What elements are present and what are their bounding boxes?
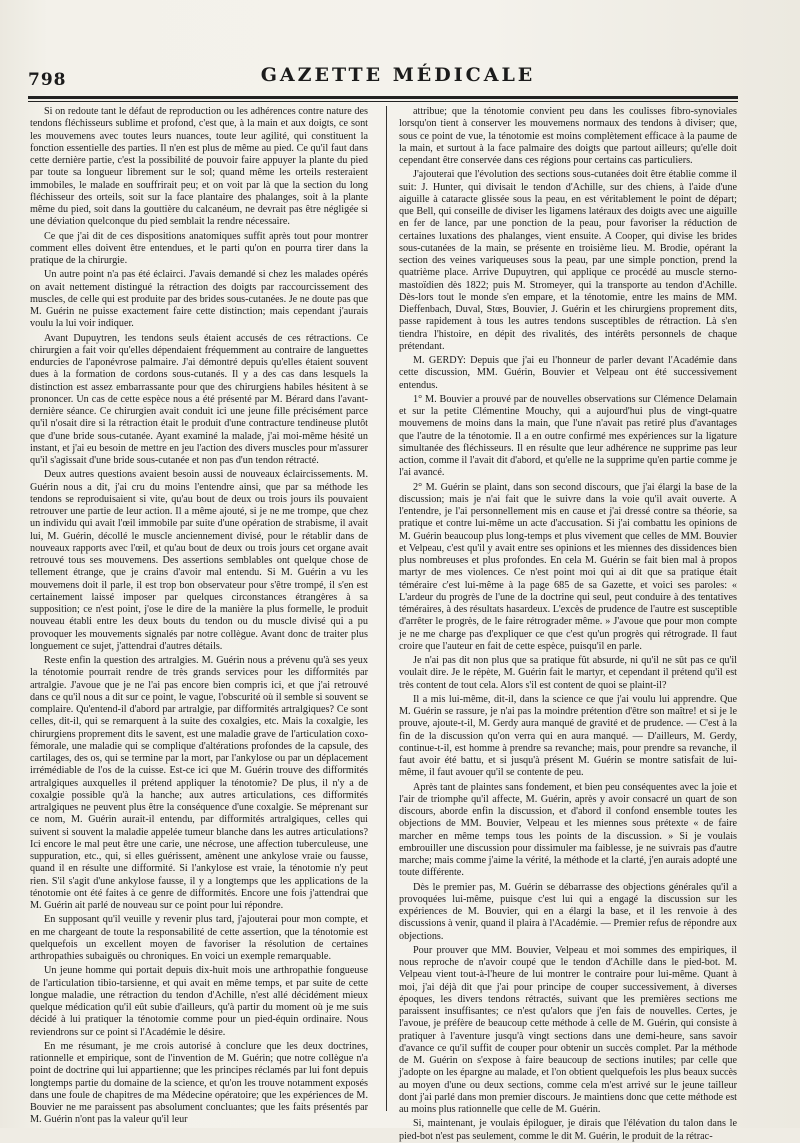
paragraph: 2° M. Guérin se plaint, dans son second discours, que j'ai élargi la base de la discussion; mais je n'ai fait que le suivre dans la voie qu'il avait ouverte. A l'entendre, je l'ai personnellement mis en cause et j'ai dressé contre sa théorie, sa pratique et contre lui-même un acte d'accusation. Si j'ai combattu les opinions de M. Guérin beaucoup plus long-temps et plus vivement que celles de MM. Bouvier et Velpeau, c'est qu'il y avait entre ses opinions et les miennes des dissidences bien plus nombreuses et plus profondes. En cela M. Guérin se fait bien mal à propos martyr de mes violences. Ce n'est point moi qui ai dit que sa pratique était téméraire c'est lui-même à la page 685 de sa Gazette, et voici ses paroles: « L'ardeur du progrès de l'une de la doctrine qui seul, peut conduire à des tentatives téméraires, à des résultats hasardeux. L'excès de prudence de l'autre est susceptible d'arrêter le progrès, de le faire rétrograder même. » J'avoue que pour mon compte je ne me charge pas d'expliquer ce que c'est qu'un progrès qui rétrograde. Il faut croire que l'auteur en fait de cette espèce, puisqu'il en parle. xyxy=(399,481,737,652)
masthead-title: GAZETTE MÉDICALE xyxy=(260,64,536,86)
page-number: 798 xyxy=(28,70,67,90)
paragraph: Après tant de plaintes sans fondement, et bien peu conséquentes avec la joie et l'air de triomphe qu'il affecte, M. Guérin, après y avoir consacré un quart de son discours, aborde enfin la discussion, et d'abord il confond ensemble toutes les objections de MM. Bouvier, Velpeau et les miennes sous prétexte « de faire marcher en même temps tous les points de la discussion. » Si je voulais embrouiller une discussion pour dissimuler ma faiblesse, je ne suivrais pas d'autre marche; mais comme j'aime la vérité, la méthode et la clarté, j'en aurais adopté une toute différente. xyxy=(399,781,738,879)
paragraph: Si, maintenant, je voulais épiloguer, je dirais que l'élévation du talon dans le pied-bot n'est pas seulement, comme le dit M. Guérin, le produit de la rétrac- xyxy=(399,1118,737,1142)
paragraph: Je n'ai pas dit non plus que sa pratique fût absurde, ni qu'il ne sût pas ce qu'il voulait dire. Je le répète, M. Guérin fait le martyr, et cependant il prétend qu'il est très content de tout cela. Alors s'il est content de quoi se plaint-il? xyxy=(399,655,737,691)
paragraph: En supposant qu'il veuille y revenir plus tard, j'ajouterai pour mon compte, et en me chargeant de toute la responsabilité de cette assertion, que la ténotomie est quelquefois un excellent moyen de favoriser la résolution de certaines arthropathies subaiguës ou chroniques. En voici un exemple remarquable. xyxy=(30,914,368,962)
header-rule-thick xyxy=(28,96,738,99)
header-rule-thin xyxy=(28,101,738,102)
paragraph: J'ajouterai que l'évolution des sections sous-cutanées doit être établie comme il suit: J. Hunter, qui divisait le tendon d'Achille, sur des chiens, à l'aide d'une aiguille à cataracte glissée sous la peau, en est véritablement le point de départ; que Bell, qui conseille de diviser les ligamens latéraux des doigts avec une aiguille en fer de lance, par une ponction de la peau, pour favoriser la réduction de certaines luxations des phalanges, vient ensuite. A Cooper, qui divise les brides sous-cutanées de la main, se présente en troisième lieu. M. Brodie, opérant la section des veines variqueuses sous la peau, par une simple ponction, prend la quatrième place. Arrive Dupuytren, qui applique ce procédé au muscle sterno-mastoïdien dès 1822; puis M. Stromeyer, qui la transporte au tendon d'Achille. Dès-lors tout le monde s'en empare, et la ténotomie, entre les mains de MM. Dieffenbach, Duval, Stœs, Bouvier, J. Guérin et les chirurgiens proprement dits, passe rapidement à tous les autres tendons susceptibles de rétraction. Là s'en tiendra l'histoire, en dépit des rivalités, des intérêts personnels de chaque prétendant. xyxy=(399,169,737,352)
paragraph: Un jeune homme qui portait depuis dix-huit mois une arthropathie fongueuse de l'articulation tibio-tarsienne, et qui avait en même temps, et par suite de cette longue maladie, une rétraction du tendon d'Achille, n'est allé décidément mieux quelque médication qu'il eût subie d'ailleurs, qu'à partir du moment où je me suis décidé à lui pratiquer la ténotomie comme pour un pied-équin ordinaire. Nous reviendrons sur ce point si l'Académie le désire. xyxy=(30,965,368,1038)
column-divider xyxy=(386,106,387,1111)
paragraph: Il a mis lui-même, dit-il, dans la science ce que j'ai voulu lui apprendre. Que M. Guérin se rassure, je n'ai pas la moindre prétention d'être son maître! et si je le prouve, ajoute-t-il, M. Gerdy aura manqué de gravité et de prudence. — C'est à la fin de la discussion qu'on verra qui en aura manqué. — D'ailleurs, M. Gerdy, continue-t-il, est homme à prendre sa revanche; mais, pour prendre sa revanche, il faut avoir été battu, et si jusqu'à présent M. Guérin se montre satisfait de lui-même, il faut avouer qu'il se contente de peu. xyxy=(399,693,737,779)
paragraph: Pour prouver que MM. Bouvier, Velpeau et moi sommes des empiriques, il nous reproche de n'avoir coupé que le tendon d'Achille dans le pied-bot. M. Velpeau vient tout-à-l'heure de lui montrer le contraire pour lui-même. Quant à moi, j'ai déjà dit que j'ai pour principe de couper successivement, à diverses époques, les divers tendons rétractés, suivant que les premières sections me paraissent insuffisantes; ce n'est qu'alors que j'en fais de nouvelles. Certes, je l'avoue, je préfère de beaucoup cette méthode à celle de M. Guérin, qui consiste à pratiquer à l'aventure jusqu'à vingt sections dans une demi-heure, sans savoir d'avance ce qu'il suffit de couper pour obtenir un succès complet. Par la méthode de M. Guérin on s'expose à faire beaucoup de sections inutiles; par celle que j'adopte on les épargne au malade, et l'on obtient quelquefois les plus beaux succès au moyen d'une ou deux sections, comme cela m'est arrivé sur le jeune tailleur dont j'ai parlé dans mon premier discours. Je maintiens donc que cette méthode est au moins plus rationnelle que celle de M. Guérin. xyxy=(399,944,737,1115)
paragraph: 1° M. Bouvier a prouvé par de nouvelles observations sur Clémence Delamain et sur la petite Clémentine Mouchy, qui a aujourd'hui plus de vingt-quatre mouvemens de moins dans la main, que l'une n'avait pas retiré plus d'avantages que l'autre de la ténotomie. Il a en outre confirmé mes expériences sur la ligature simultanée des fléchisseurs. Il en résulte que leur adhérence ne supprime pas leur action, comme il l'avait dit d'abord, et qu'elle ne la supprime qu'en partie comme je l'ai avancé. xyxy=(399,393,737,479)
left-column xyxy=(30,106,368,1126)
paragraph: Dès le premier pas, M. Guérin se débarrasse des objections générales qu'il a provoquées lui-même, puisque c'est lui qui a engagé la discussion sur les expériences de M. Bouvier, qui en a élargi la base, et il les renvoie à des discussions à venir, quand il plaira à l'Académie. — Premier refus de répondre aux objections. xyxy=(399,881,737,942)
page-header xyxy=(28,62,768,92)
paragraph: Ce que j'ai dit de ces dispositions anatomiques suffit après tout pour montrer comment elles doivent être entendues, et le parti qu'on en pourra tirer dans la pratique de la chirurgie. xyxy=(30,230,368,266)
right-column xyxy=(399,106,738,1142)
paragraph: attribue; que la ténotomie convient peu dans les coulisses fibro-synoviales lorsqu'on tient à conserver les mouvemens normaux des tendons à diviser; que, sous ce point de vue, la ténotomie est moins complètement efficace à la paume de la main, et surtout à la face palmaire des doigts que partout ailleurs; qu'elle doit cependant être conservée dans ces régions pour certains cas particuliers. xyxy=(399,106,737,166)
paragraph: Un autre point n'a pas été éclairci. J'avais demandé si chez les malades opérés on avait nettement distingué la rétraction des doigts par raccourcissement des muscles, de celle qui est produite par des brides sous-cutanées. Je ne doute pas que M. Guérin ne puisse exactement faire cette distinction; mais cependant j'aurais voulu la lui voir indiquer. xyxy=(30,269,368,330)
paragraph: Reste enfin la question des artralgies. M. Guérin nous a prévenu qu'à ses yeux la ténotomie pourrait rendre de très grands services pour les difformités par artralgie. J'avoue que je ne l'ai pas encore bien compris ici, et que j'ai retrouvé dans ce qu'il nous a dit sur ce point, le vague, l'obscurité où il semble si souvent se complaire. Qu'entend-il d'abord par artralgie, par difformités artralgiques? Ce sont celles, dit-il, qui se remarquent à la suite des coxalgies, etc. Mais la coxalgie, les chirurgiens proprement dits le savent, est une maladie grave de l'articulation coxo-fémorale, une maladie qui se complique d'altérations profondes de la capsule, des cartilages, des os, qui se termine par la mort, par l'ankylose ou par un déplacement irrémédiable de l'os de la cuisse. Est-ce ici que M. Guérin trouve des difformités artralgiques auxquelles il prétend appliquer la ténotomie? De plus, il n'y a de coxalgie possible qu'à la hanche; aux autres articulations, ces difformités artralgiques ne peuvent plus être la conséquence d'une coxalgie. Se méprenant sur ce nom, M. Guérin aurait-il entendu, par difformités artralgiques, celles qui suivent si souvent la maladie appelée tumeur blanche dans les autres articulations? Ici encore le mal peut être une carie, une nécrose, une affection tuberculeuse, une suppuration, etc., qui, si elles guérissent, amènent une ankylose vraie ou fausse, quand il en résulte une difformité. Si l'ankylose est vraie, la ténotomie n'y peut rien. S'il s'agit d'une ankylose fausse, il y a longtemps que les applications de la ténotomie ont été faites à ce genre de difformités. Encore une fois j'attendrai que M. Guérin ait parlé de nouveau sur ce point pour lui répondre. xyxy=(30,655,368,911)
paragraph: En me résumant, je me crois autorisé à conclure que les deux doctrines, rationnelle et empirique, sont de l'invention de M. Guérin; que notre collègue n'a point de doctrine qui lui appartienne; que les principes réclamés par lui font depuis longtemps partie du domaine de la science, et qu'on les trouve notamment exposés dans une foule de chapitres de ma Médecine opératoire; que les expériences de M. Bouvier ne me paraissent pas absolument concluantes; que les faits présentés par M. Guérin n'ont pas la valeur qu'il leur xyxy=(30,1040,368,1126)
paragraph: Si on redoute tant le défaut de reproduction ou les adhérences contre nature des tendons fléchisseurs sublime et profond, c'est que, à la main et aux doigts, ce sont les mouvemens avec toutes leurs nuances, toute leur agilité, qui constituent la fonction essentielle des parties. Il n'en est plus de même au pied. Ce qu'il faut dans cette dernière partie, c'est la possibilité de pouvoir faire appuyer la plante du pied par toute sa longueur librement sur le sol; quand même les orteils resteraient immobiles, le malade en souffrirait peu; et on voit par là que la section du long fléchisseur des orteils, soit sur la face plantaire des phalanges, soit à la plante même du pied, soit dans la gouttière du calcanéum, ne devrait pas être négligée si une déviation quelconque du pied semblait la rendre nécessaire. xyxy=(30,106,368,228)
paragraph: Deux autres questions avaient besoin aussi de nouveaux éclaircissements. M. Guérin nous a dit, j'ai cru du moins l'entendre ainsi, que par sa méthode les tendons se reproduisaient si vite, qu'au bout de deux ou trois jours ils pouvaient retrouver une partie de leur action. Il a même ajouté, si je ne me trompe, que chez un individu qui avait l'œil immobile par suite d'une opération de strabisme, il avait lui, M. Guérin, décollé le muscle anciennement divisé, pour le rétablir dans de nouveaux rapports avec l'œil, et qu'au bout de deux ou trois jours cet organe avait retrouvé tous ses mouvemens. Des assertions semblables ont quelque chose de tellement étrange, que je crains d'avoir mal entendu. Si M. Guérin a vu les mouvemens doit il parle, il est trop bon observateur pour s'être trompé, il s'en est certainement laissé imposer par quelques circonstances étrangères à sa supposition; ce n'est point, j'ose le dire de la manière la plus formelle, le produit nouveau établi entre les deux bouts du tendon ou du muscle divisé qui a pu provoquer les mouvements signalés par notre collègue. Avant donc de traiter plus longuement ce sujet, j'attendrai d'autres détails. xyxy=(30,469,368,652)
paragraph: Avant Dupuytren, les tendons seuls étaient accusés de ces rétractions. Ce chirurgien a fait voir qu'elles dépendaient fréquemment au contraire de languettes endurcies de l'aponévrose palmaire. J'ai démontré depuis qu'elles étaient souvent dues à la formation de cordons sous-cutanés. Il y a des cas dans lesquels la distinction est assez embarrassante pour que des chirurgiens habiles hésitent à se prononcer. Un cas de cette espèce nous a été présenté par M. Bérard dans l'avant-dernière séance. Ce chirurgien avait conduit ici une jeune fille précisément parce qu'il n'osait dire si la rétraction était le produit d'une contracture tendineuse plutôt que d'une bride sous-cutanée. Ayant examiné la malade, j'ai moi-même hésité un instant, et j'ai eu besoin de mettre en jeu l'action des divers muscles pour m'assurer qu'il s'agissait d'une bride sous-cutanée et non pas d'un tendon rétracté. xyxy=(30,332,368,466)
paragraph: M. GERDY: Depuis que j'ai eu l'honneur de parler devant l'Académie dans cette discussion, MM. Guérin, Bouvier et Velpeau ont été successivement entendus. xyxy=(399,355,737,391)
